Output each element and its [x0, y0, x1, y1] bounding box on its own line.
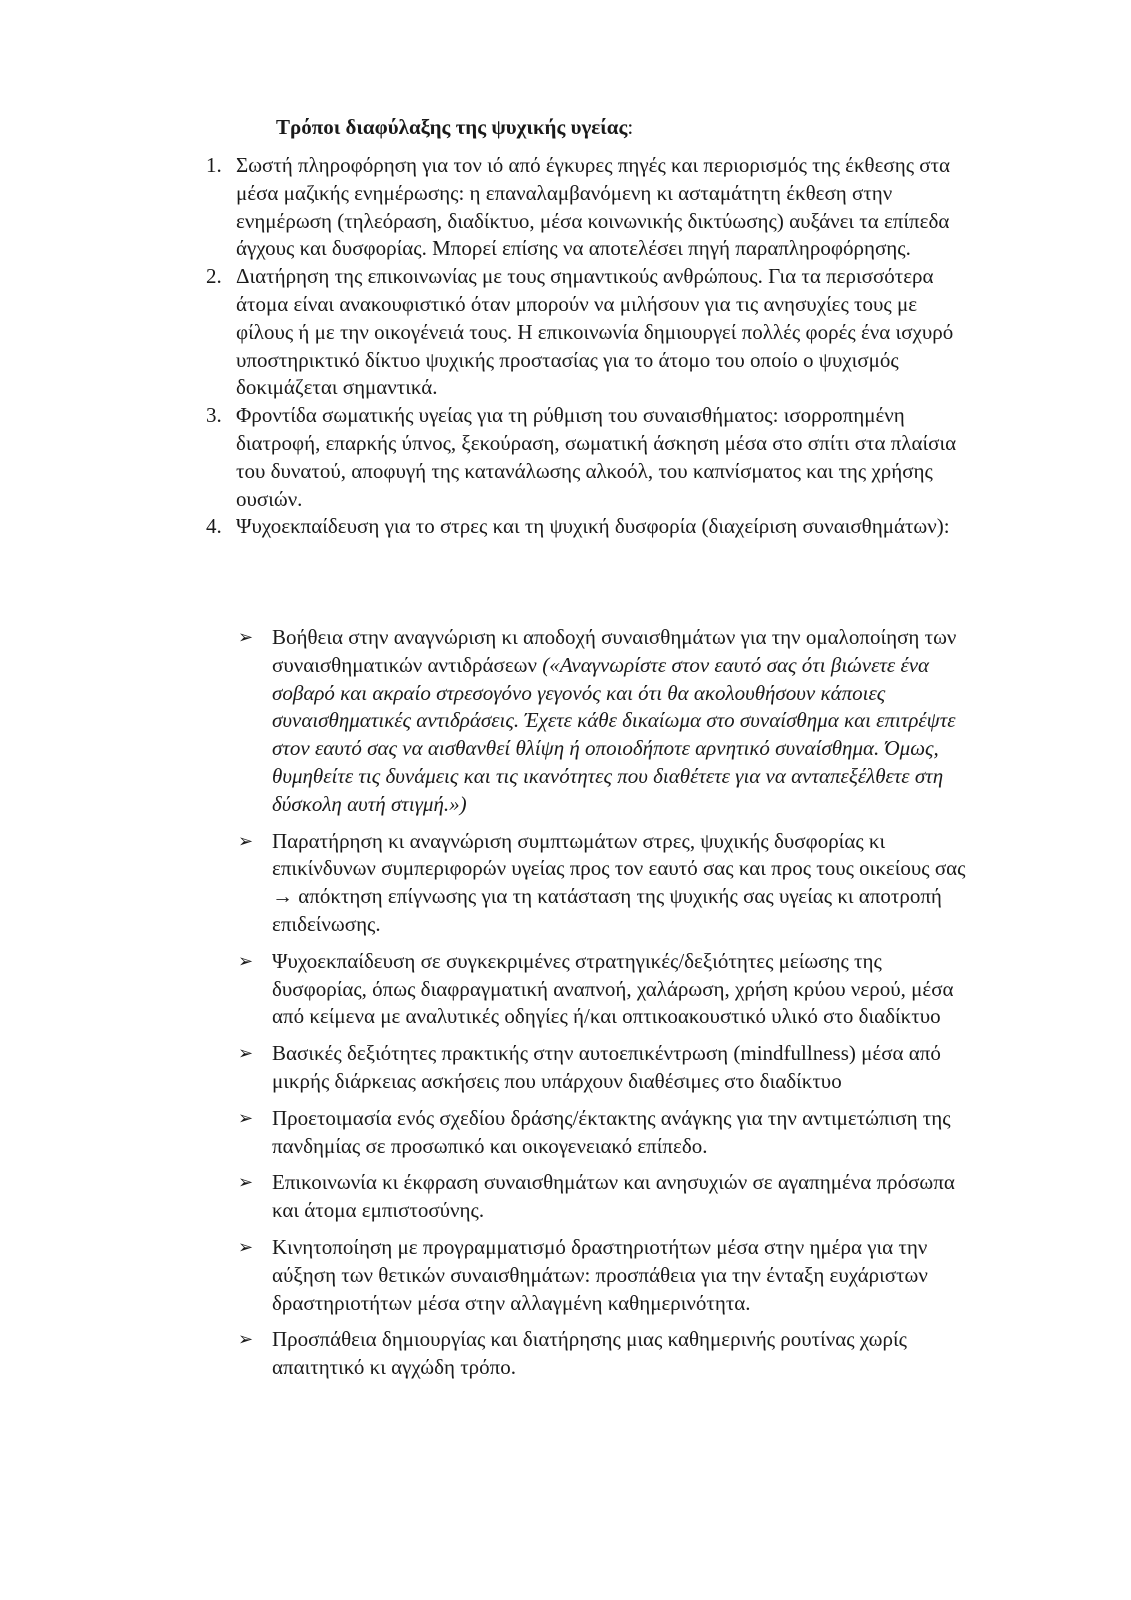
arrow-bullet-icon: ➢	[238, 627, 254, 648]
title-bold-text: Τρόποι διαφύλαξης της ψυχικής υγείας	[276, 115, 628, 139]
numbered-item	[206, 263, 976, 402]
numbered-item	[206, 513, 976, 541]
numbered-item	[206, 402, 976, 513]
bullet-italic-quote: («Αναγνωρίστε στον εαυτό σας ότι βιώνετε ένα σοβαρό και ακραίο στρεσογόνο γεγονός και ότι θα ακολουθήσουν κάποιες συναισθηματικές αντιδράσεις. Έχετε κάθε δικαίωμα στο συναίσθημα και επιτρέψτε στον εαυτό σας να αισθανθεί θλίψη ή οποιοδήποτε αρνητικό συναίσθημα. Όμως, θυμηθείτε τις δυνάμεις και τις ικανότητες που διαθέτετε για να ανταπεξέλθετε στη δύσκολη αυτή στιγμή.»)	[272, 652, 956, 816]
item-number: 2.	[206, 264, 222, 289]
document-title	[276, 113, 633, 141]
numbered-item	[206, 152, 976, 263]
bullet-text: Ψυχοεκπαίδευση σε συγκεκριμένες στρατηγικές/δεξιότητες μείωσης της δυσφορίας, όπως διαφραγματική αναπνοή, χαλάρωση, χρήση κρύου νερού, μέσα από κείμενα με αναλυτικές οδηγίες ή/και οπτικοακουστικό υλικό στο διαδίκτυο	[272, 948, 954, 1029]
item-text: Διατήρηση της επικοινωνίας με τους σημαντικούς ανθρώπους. Για τα περισσότερα άτομα είναι ανακουφιστικό όταν μπορούν να μιλήσουν για τις ανησυχίες τους με φίλους ή με την οικογένειά τους. Η επικοινωνία δημιουργεί πολλές φορές ένα ισχυρό υποστηρικτικό δίκτυο ψυχικής προστασίας για το άτομο του οποίο ο ψυχισμός δοκιμάζεται σημαντικά.	[236, 264, 954, 400]
bullet-item	[238, 1234, 972, 1317]
bullet-text: Βοήθεια στην αναγνώριση κι αποδοχή συναισθημάτων για την ομαλοποίηση των συναισθηματικών αντιδράσεων	[272, 625, 957, 677]
arrow-bullet-icon: ➢	[238, 830, 254, 852]
item-number: 3.	[206, 403, 222, 428]
item-number: 1.	[206, 153, 222, 177]
bullet-item	[238, 1326, 972, 1382]
bullet-text: Κινητοποίηση με προγραμματισμό δραστηριοτήτων μέσα στην ημέρα για την αύξηση των θετικών συναισθημάτων: προσπάθεια για την ένταξη ευχάριστων δραστηριοτήτων μέσα στην αλλαγμένη καθημερινότητα.	[272, 1234, 928, 1315]
bullet-text: Προσπάθεια δημιουργίας και διατήρησης μιας καθημερινής ρουτίνας χωρίς απαιτητικό κι αγχώδη τρόπο.	[272, 1327, 907, 1380]
arrow-bullet-icon: ➢	[238, 1172, 254, 1194]
bullet-item	[238, 624, 972, 819]
arrow-bullet-icon: ➢	[238, 1329, 254, 1351]
item-number: 4.	[206, 514, 222, 539]
bullet-text: Προετοιμασία ενός σχεδίου δράσης/έκτακτης ανάγκης για την αντιμετώπιση της πανδημίας σε προσωπικό και οικογενειακό επίπεδο.	[272, 1105, 951, 1158]
title-suffix: :	[627, 115, 634, 139]
arrow-bullet-icon: ➢	[238, 1236, 254, 1258]
bullet-text: Βασικές δεξιότητες πρακτικής στην αυτοεπικέντρωση (mindfullness) μέσα από μικρής διάρκειας ασκήσεις που υπάρχουν διαθέσιμες στο διαδίκτυο	[272, 1041, 941, 1093]
bullet-item	[238, 1040, 972, 1096]
bullet-item	[238, 948, 972, 1031]
bullet-item	[238, 828, 972, 939]
item-text: Φροντίδα σωματικής υγείας για τη ρύθμιση του συναισθήματος: ισορροπημένη διατροφή, επαρκής ύπνος, ξεκούραση, σωματική άσκηση μέσα στο σπίτι στα πλαίσια του δυνατού, αποφυγή της κατανάλωσης αλκοόλ, του καπνίσματος και της χρήσης ουσιών.	[236, 403, 957, 511]
bullet-item	[238, 1169, 972, 1225]
bullet-item	[238, 1105, 972, 1161]
arrow-bullet-icon: ➢	[238, 1043, 254, 1065]
arrow-bullet-icon: ➢	[238, 1107, 254, 1129]
bullet-text: Παρατήρηση κι αναγνώριση συμπτωμάτων στρες, ψυχικής δυσφορίας κι επικίνδυνων συμπεριφορών υγείας προς τον εαυτό σας και προς τους οικείους σας → απόκτηση επίγνωσης για τη κατάσταση της ψυχικής σας υγείας κι αποτροπή επιδείνωσης.	[272, 828, 966, 936]
bullet-text: Επικοινωνία κι έκφραση συναισθημάτων και ανησυχιών σε αγαπημένα πρόσωπα και άτομα εμπιστοσύνης.	[272, 1170, 955, 1223]
numbered-list	[206, 152, 976, 541]
item-text: Ψυχοεκπαίδευση για το στρες και τη ψυχική δυσφορία (διαχείριση συναισθημάτων):	[236, 514, 950, 539]
arrow-bullet-icon: ➢	[238, 950, 254, 972]
item-text: Σωστή πληροφόρηση για τον ιό από έγκυρες πηγές και περιορισμός της έκθεσης στα μέσα μαζικής ενημέρωσης: η επαναλαμβανόμενη κι ασταμάτητη έκθεση στην ενημέρωση (τηλεόραση, διαδίκτυο, μέσα κοινωνικής δικτύωσης) αυξάνει τα επίπεδα άγχους και δυσφορίας. Μπορεί επίσης να αποτελέσει πηγή παραπληροφόρησης.	[236, 153, 951, 261]
bullet-list	[238, 624, 972, 1391]
